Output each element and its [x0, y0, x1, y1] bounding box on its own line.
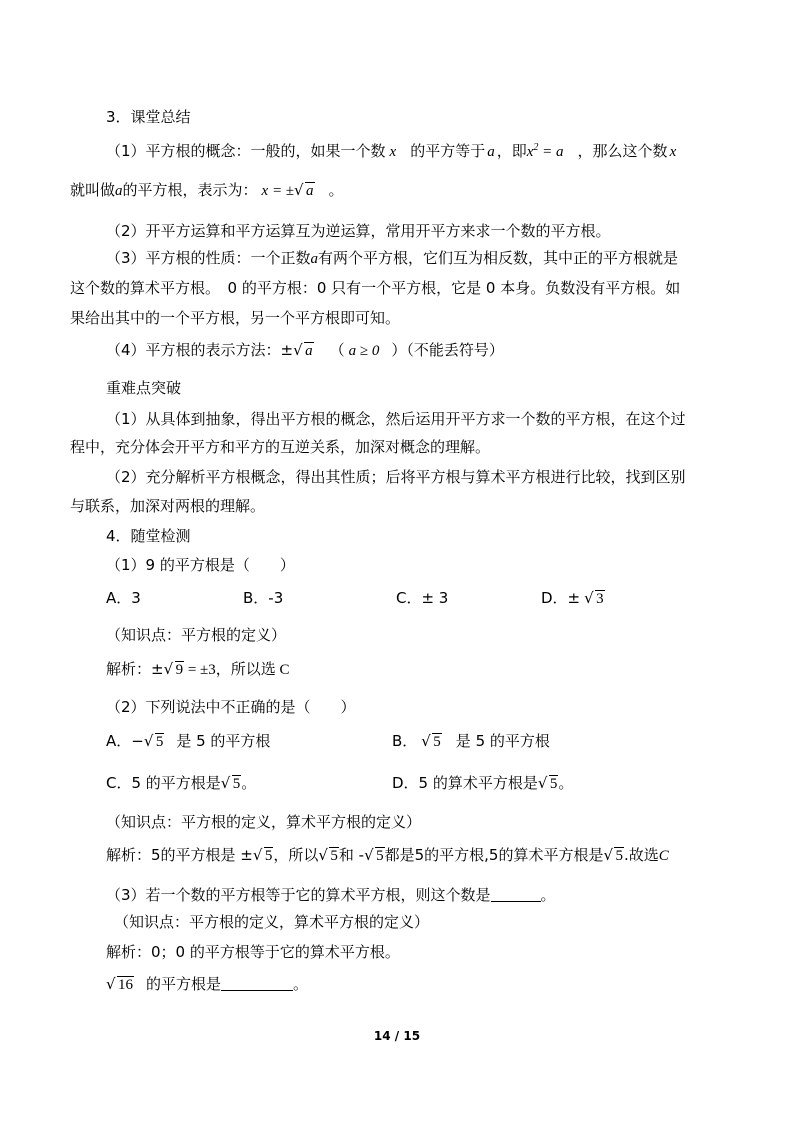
text: 。: [328, 181, 344, 199]
math-text: = ±3，所以选 C: [184, 662, 290, 678]
question-2-option-b: [392, 732, 550, 751]
math-var: = a: [538, 144, 564, 160]
math-var: a: [115, 183, 123, 199]
sqrt-symbol: [221, 775, 242, 793]
question-1-option-b: B．-3: [243, 589, 284, 607]
key-points-heading: 重难点突破: [106, 379, 182, 397]
answer-blank: [491, 887, 541, 902]
summary-point-2: （2）开平方运算和平方运算互为逆运算，常用开平方来求一个数的平方根。: [106, 222, 611, 240]
text: 。: [558, 774, 574, 792]
math-var: x: [389, 144, 397, 160]
math-var: a: [487, 144, 495, 160]
question-3-analysis: 解析：0；0 的平方根等于它的算术平方根。: [106, 943, 400, 961]
text: .故选: [623, 846, 659, 864]
summary-point-1-line-1: [106, 139, 676, 161]
text: 。: [540, 886, 556, 904]
math-condition: a ≥ 0: [348, 343, 380, 359]
text: 和 -: [338, 846, 365, 864]
key-point-2-line-1: （2）充分解析平方根概念，得出其性质；后将平方根与算术平方根进行比较，找到区别: [106, 468, 686, 486]
text: ，即: [496, 142, 527, 160]
text: 解析：±: [106, 660, 164, 678]
text: ）（不能丢符号）: [391, 341, 504, 359]
page-number: 14 / 15: [373, 1029, 421, 1043]
radicand: a: [305, 343, 313, 359]
text: C．5 的平方根是: [106, 774, 221, 792]
math-exponent: 2: [533, 142, 539, 153]
text: D．±: [541, 589, 581, 607]
question-1-knowledge: （知识点：平方根的定义）: [106, 626, 287, 644]
sqrt-symbol: [364, 847, 385, 865]
sqrt-symbol: [294, 182, 315, 200]
text: A．−: [106, 732, 144, 750]
question-2-analysis: [106, 846, 669, 865]
question-2-option-a: [106, 732, 270, 751]
summary-point-4: [106, 341, 504, 360]
radicand: 5: [155, 734, 164, 750]
text: （: [329, 341, 345, 359]
radicand: a: [306, 183, 314, 199]
sqrt-symbol: [164, 661, 185, 679]
sqrt-symbol: [293, 342, 314, 360]
math-equation: [527, 144, 564, 160]
section-heading-3: 3．课堂总结: [106, 108, 191, 126]
text: （3）平方根的性质：一个正数: [106, 249, 311, 267]
text: ，所以: [273, 846, 319, 864]
text: D．5 的算术平方根是: [392, 774, 538, 792]
math-var: x: [526, 144, 534, 160]
text: 的平方等于: [410, 142, 486, 160]
key-point-1-line-1: （1）从具体到抽象，得出平方根的概念，然后运用开平方求一个数的平方根，在这个过: [106, 410, 686, 428]
sqrt-symbol: [538, 775, 559, 793]
text: 都是5的平方根,5的算术平方根是: [384, 846, 604, 864]
text: 是 5 的平方根: [455, 732, 550, 750]
math-var: x: [669, 144, 677, 160]
sqrt-symbol: [603, 847, 624, 865]
question-1-option-d: [541, 589, 605, 608]
math-formula: [262, 183, 315, 199]
math-var: C: [658, 848, 669, 864]
math-text: x = ±: [261, 183, 295, 199]
radicand: 5: [232, 776, 241, 792]
text: 是 5 的平方根: [176, 732, 271, 750]
section-heading-4: 4．随堂检测: [106, 527, 191, 545]
text: 有两个平方根，它们互为相反数，其中正的平方根就是: [318, 249, 679, 267]
question-2-stem: （2）下列说法中不正确的是（ ）: [106, 698, 356, 716]
sqrt-symbol: [584, 590, 605, 608]
summary-point-1-line-2: [70, 181, 344, 200]
sqrt-symbol: [253, 847, 274, 865]
text: 的平方根，表示为：: [122, 181, 258, 199]
question-2-option-d: [392, 774, 573, 793]
key-point-1-line-2: 程中，充分体会开平方和平方的互逆关系，加深对概念的理解。: [70, 438, 491, 456]
question-1-analysis: [106, 660, 290, 679]
sqrt-symbol: [144, 733, 165, 751]
summary-point-3-line-2: 这个数的算术平方根。 0 的平方根：0 只有一个平方根，它是 0 本身。负数没有平方根。如: [70, 279, 681, 297]
radicand: 5: [433, 734, 441, 750]
question-2-option-c: [106, 774, 256, 793]
summary-point-3-line-1: [106, 249, 678, 268]
question-2-knowledge: （知识点：平方根的定义，算术平方根的定义）: [106, 813, 422, 831]
text: （3）若一个数的平方根等于它的算术平方根，则这个数是: [106, 886, 491, 904]
text: 。: [293, 975, 309, 993]
question-3-knowledge: （知识点：平方根的定义，算术平方根的定义）: [114, 913, 430, 931]
question-3-stem: [106, 886, 556, 904]
sqrt-symbol: [318, 847, 339, 865]
sqrt-symbol: [106, 976, 134, 994]
radicand: 5: [549, 776, 558, 792]
text: 就叫做: [70, 181, 116, 199]
text: （4）平方根的表示方法：±: [106, 341, 294, 359]
sqrt-symbol: [421, 733, 442, 751]
text: B．: [392, 732, 418, 750]
radicand: 5: [264, 848, 273, 864]
radicand: 5: [376, 848, 384, 864]
text: 。: [241, 774, 257, 792]
summary-point-3-line-3: 果给出其中的一个平方根，另一个平方根即可知。: [70, 309, 401, 327]
text: 解析：5的平方根是 ±: [106, 846, 253, 864]
answer-blank: [221, 976, 293, 991]
radicand: 5: [330, 848, 338, 864]
text: ，那么这个数: [577, 142, 668, 160]
text: 的平方根是: [146, 975, 222, 993]
key-point-2-line-2: 与联系，加深对两根的理解。: [70, 497, 266, 515]
question-1-stem: （1）9 的平方根是（ ）: [106, 556, 295, 574]
question-1-option-c: C．± 3: [396, 589, 449, 607]
radicand: 5: [615, 848, 623, 864]
radicand: 16: [118, 977, 133, 993]
question-1-option-a: A．3: [106, 589, 141, 607]
radicand: 9: [175, 662, 184, 678]
text: （1）平方根的概念：一般的，如果一个数: [106, 142, 386, 160]
question-4-stem: [106, 975, 308, 994]
math-var: a: [310, 251, 319, 267]
radicand: 3: [596, 591, 604, 607]
